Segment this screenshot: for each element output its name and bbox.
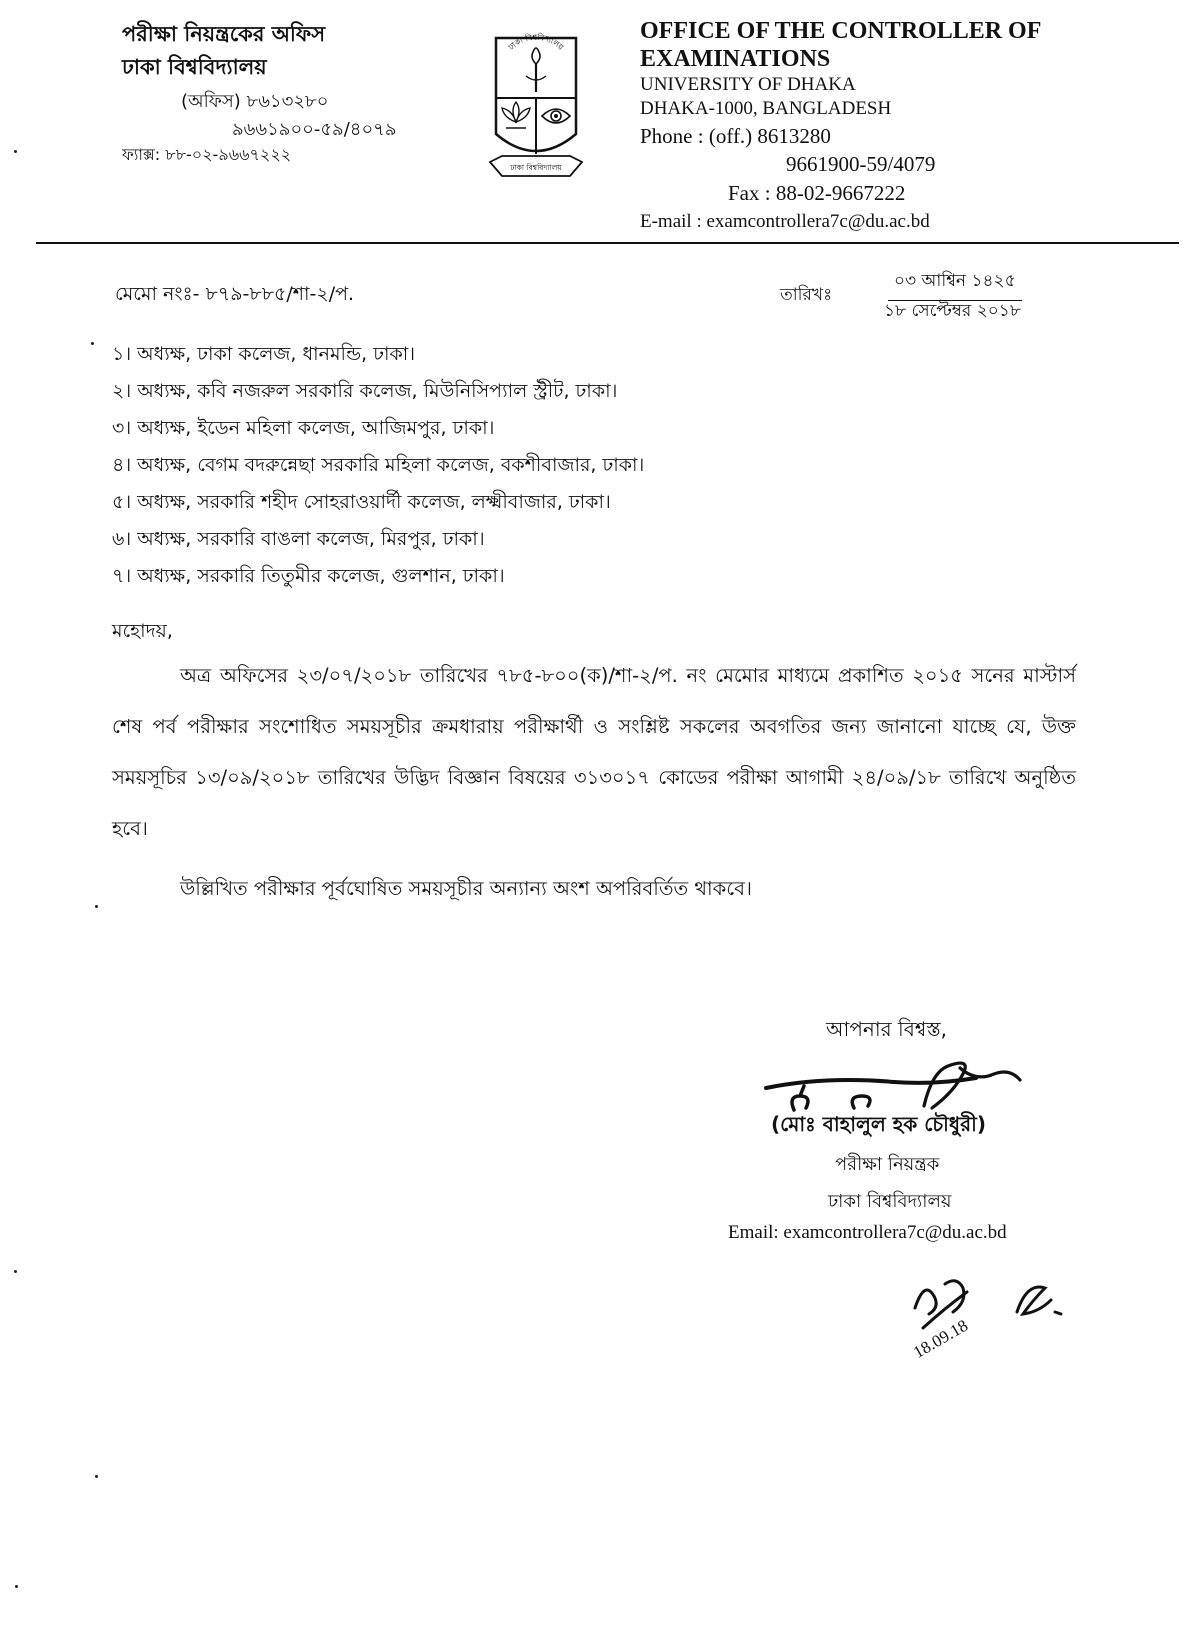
phone: Phone : (off.) 8613280 <box>640 124 831 148</box>
recipient-item: ৫। অধ্যক্ষ, সরকারি শহীদ সোহরাওয়ার্দী কলেজ, লক্ষ্মীবাজার, ঢাকা। <box>112 491 611 513</box>
signatory-email: Email: examcontrollera7c@du.ac.bd <box>728 1222 1007 1243</box>
scan-speck <box>95 1475 98 1478</box>
date-label: তারিখঃ <box>780 285 833 305</box>
salutation: মহোদয়, <box>112 620 173 642</box>
initials-date: 18.09.18 <box>910 1315 972 1362</box>
fax-bangla: ফ্যাক্স: ৮৮-০২-৯৬৬৭২২২ <box>122 145 292 164</box>
recipient-item: ১। অধ্যক্ষ, ঢাকা কলেজ, ধানমন্ডি, ঢাকা। <box>112 343 416 365</box>
address: DHAKA-1000, BANGLADESH <box>640 98 892 119</box>
email: E-mail : examcontrollera7c@du.ac.bd <box>640 211 930 232</box>
university-name-bangla: ঢাকা বিশ্ববিদ্যালয় <box>122 55 267 79</box>
phone-pabx-bangla: ৯৬৬১৯০০-৫৯/৪০৭৯ <box>232 119 397 140</box>
office-name-line1: OFFICE OF THE CONTROLLER OF <box>640 18 1042 44</box>
header-divider <box>36 242 1179 244</box>
body-paragraph-2: উল্লিখিত পরীক্ষার পূর্বঘোষিত সময়সূচীর অন্যান্য অংশ অপরিবর্তিত থাকবে। <box>180 877 752 900</box>
seal-text-top: ঢাকা বিশ্ববিদ্যালয় <box>506 32 566 52</box>
handwritten-signature-icon <box>764 1052 1032 1114</box>
signatory-name: (মোঃ বাহালুল হক চৌধুরী) <box>771 1112 986 1136</box>
scan-speck <box>91 342 94 345</box>
phone-office-bangla: (অফিস) ৮৬১৩২৮০ <box>181 91 329 112</box>
date-bangla: ০৩ আশ্বিন ১৪২৫ <box>888 268 1022 301</box>
recipient-list <box>112 340 644 599</box>
recipient-item: ৬। অধ্যক্ষ, সরকারি বাঙলা কলেজ, মিরপুর, ঢাকা। <box>112 528 485 550</box>
university-seal-icon <box>488 30 584 185</box>
scan-speck <box>95 905 98 908</box>
office-name-bangla: পরীক্ষা নিয়ন্ত্রকের অফিস <box>122 22 326 46</box>
phone-2: 9661900-59/4079 <box>786 152 936 176</box>
memo-number: মেমো নংঃ- ৮৭৯-৮৮৫/শা-২/প. <box>115 283 355 305</box>
signatory-university: ঢাকা বিশ্ববিদ্যালয় <box>828 1191 952 1212</box>
recipient-item: ৪। অধ্যক্ষ, বেগম বদরুন্নেছা সরকারি মহিলা কলেজ, বকশীবাজার, ঢাকা। <box>112 454 645 476</box>
university-name: UNIVERSITY OF DHAKA <box>640 74 856 95</box>
svg-text:ঢাকা বিশ্ববিদ্যালয় <box>506 33 566 53</box>
closing: আপনার বিশ্বস্ত, <box>826 1017 948 1041</box>
scan-speck <box>14 150 17 153</box>
handwritten-initials-icon <box>905 1268 1080 1363</box>
recipient-item: ৩। অধ্যক্ষ, ইডেন মহিলা কলেজ, আজিমপুর, ঢাকা। <box>112 417 495 439</box>
recipient-item: ৭। অধ্যক্ষ, সরকারি তিতুমীর কলেজ, গুলশান, ঢাকা। <box>112 565 505 587</box>
signatory-title: পরীক্ষা নিয়ন্ত্রক <box>835 1154 940 1175</box>
seal-banner-text: ঢাকা বিশ্ববিদ্যালয় <box>510 163 562 172</box>
date-english: ১৮ সেপ্টেম্বর ২০১৮ <box>884 301 1021 321</box>
scan-speck <box>15 1585 18 1588</box>
fax: Fax : 88-02-9667222 <box>728 181 906 205</box>
body-paragraph-1: অত্র অফিসের ২৩/০৭/২০১৮ তারিখের ৭৮৫-৮০০(ক)/শা-২/প. নং মেমোর মাধ্যমে প্রকাশিত ২০১৫ সনের মাস্টার্স শেষ পর্ব পরীক্ষার সংশোধিত সময়সূচীর ক্রমধারায় পরীক্ষার্থী ও সংশ্লিষ্ট সকলের অবগতির জন্য জানানো যাচ্ছে যে, উক্ত সময়সূচির ১৩/০৯/২০১৮ তারিখের উদ্ভিদ বিজ্ঞান বিষয়ের ৩১৩০১৭ কোডের পরীক্ষা আগামী ২৪/০৯/১৮ তারিখে অনুষ্ঠিত হবে। <box>112 664 1076 840</box>
office-name-line2: EXAMINATIONS <box>640 46 831 72</box>
scan-speck <box>14 1270 17 1273</box>
recipient-item: ২। অধ্যক্ষ, কবি নজরুল সরকারি কলেজ, মিউনিসিপ্যাল স্ট্রীট, ঢাকা। <box>112 380 618 402</box>
